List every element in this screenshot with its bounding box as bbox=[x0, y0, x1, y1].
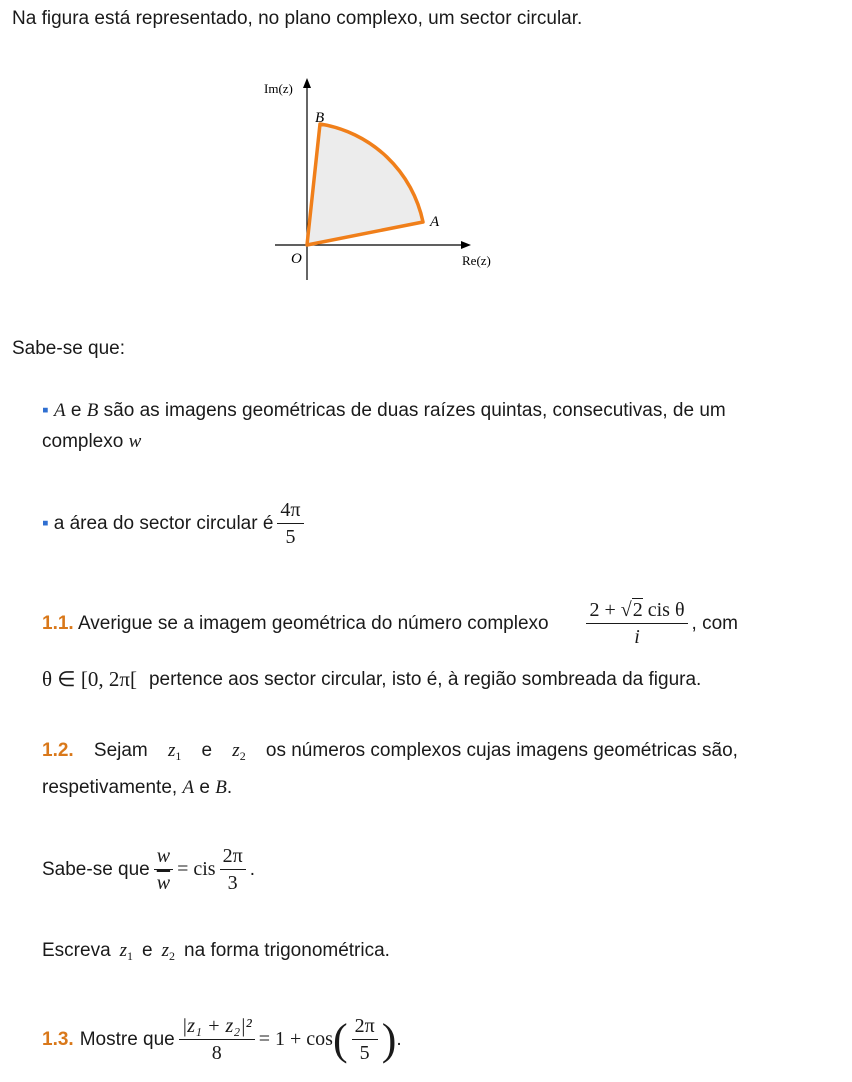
question-number: 1.1. bbox=[42, 612, 74, 634]
cis-denominator: 3 bbox=[227, 872, 238, 894]
complex-fraction bbox=[586, 598, 687, 649]
bullet-marker: ▪ bbox=[42, 400, 49, 421]
complex-w: w bbox=[128, 431, 142, 452]
modulus-denominator: 8 bbox=[211, 1042, 222, 1064]
bullet-marker: ▪ bbox=[42, 512, 49, 534]
bullet-1-line2 bbox=[42, 431, 141, 453]
point-a-label: A bbox=[430, 214, 440, 230]
cis-numerator: 2π bbox=[220, 844, 246, 870]
z2-symbol: $z_2$ bbox=[161, 940, 176, 963]
cos-numerator: 2π bbox=[352, 1014, 378, 1040]
imaginary-axis-arrow bbox=[303, 78, 311, 88]
w-over-conjugate bbox=[154, 844, 173, 895]
period: . bbox=[226, 777, 233, 798]
cis-angle bbox=[220, 844, 246, 895]
sector-figure bbox=[250, 70, 510, 285]
conjunction: e bbox=[65, 400, 87, 421]
intro-text: Na figura está representado, no plano complexo, um sector circular. bbox=[12, 8, 583, 29]
w-conjugate: w bbox=[156, 872, 171, 894]
respectively-text: respetivamente, bbox=[42, 777, 183, 798]
period: . bbox=[396, 1028, 402, 1050]
point-b-ref: B bbox=[86, 400, 99, 421]
area-numerator: 4π bbox=[277, 498, 303, 524]
real-axis-arrow bbox=[461, 241, 471, 249]
bullet-2 bbox=[42, 498, 308, 549]
cos-angle bbox=[352, 1014, 378, 1065]
known-relation bbox=[42, 844, 255, 895]
modulus-fraction bbox=[179, 1014, 255, 1065]
question-1-1-line2-text: pertence aos sector circular, isto é, à região sombreada da figura. bbox=[148, 668, 702, 690]
question-1-2-line2 bbox=[42, 777, 232, 799]
point-b-ref: B bbox=[215, 777, 227, 798]
question-1-3 bbox=[42, 1014, 402, 1065]
question-1-1-line2 bbox=[42, 667, 701, 692]
origin-label: O bbox=[291, 251, 302, 267]
area-fraction bbox=[277, 498, 303, 549]
bullet-1-line2-text: complexo bbox=[42, 431, 129, 452]
period: . bbox=[249, 858, 255, 880]
question-1-1-after: , com bbox=[691, 612, 738, 634]
real-axis-label: Re(z) bbox=[462, 253, 491, 268]
cos-denominator: 5 bbox=[359, 1042, 370, 1064]
complex-numerator: 2 + √2 cis θ bbox=[586, 598, 687, 624]
point-a-ref: A bbox=[182, 777, 195, 798]
question-1-1 bbox=[42, 598, 738, 649]
area-denominator: 5 bbox=[285, 526, 296, 548]
question-1-1-text: Averigue se a imagem geométrica do número complexo bbox=[77, 612, 549, 634]
conjunction: e bbox=[194, 777, 216, 798]
bullet-1-text: são as imagens geométricas de duas raízes quintas, consecutivas, de um bbox=[98, 400, 726, 421]
write-text: Escreva bbox=[42, 940, 111, 961]
bullet-1 bbox=[42, 400, 726, 422]
imaginary-axis-label: Im(z) bbox=[264, 81, 293, 96]
write-instruction bbox=[42, 940, 390, 964]
conjunction: e bbox=[201, 740, 213, 761]
modulus-numerator: |z₁ + z₂|² bbox=[179, 1014, 255, 1040]
z2-symbol: $z_2$ bbox=[232, 740, 246, 763]
question-number: 1.2. bbox=[42, 740, 74, 761]
conjunction: e bbox=[142, 940, 153, 961]
equals-cis: = cis bbox=[177, 858, 216, 880]
question-1-2-word: Sejam bbox=[93, 740, 148, 761]
left-paren: ( bbox=[332, 1014, 348, 1064]
z1-symbol: $z_1$ bbox=[167, 740, 182, 763]
question-1-3-text: Mostre que bbox=[79, 1028, 175, 1050]
point-b-label: B bbox=[315, 110, 325, 126]
known-relation-text: Sabe-se que bbox=[42, 858, 150, 880]
question-1-2-text: os números complexos cujas imagens geométricas são, bbox=[265, 740, 738, 761]
point-a-ref: A bbox=[54, 400, 66, 421]
complex-denominator: i bbox=[634, 626, 640, 648]
known-heading: Sabe-se que: bbox=[12, 338, 126, 359]
equals-one-plus-cos: = 1 + cos bbox=[258, 1028, 333, 1050]
question-number: 1.3. bbox=[42, 1028, 74, 1050]
bullet-2-text: a área do sector circular é bbox=[53, 512, 274, 534]
question-1-2 bbox=[42, 740, 738, 764]
theta-domain: θ ∈ [0, 2π[ bbox=[42, 667, 137, 691]
z1-symbol: $z_1$ bbox=[119, 940, 134, 963]
right-paren: ) bbox=[381, 1014, 397, 1064]
write-text-end: na forma trigonométrica. bbox=[184, 940, 390, 961]
w-numerator: w bbox=[154, 844, 173, 870]
